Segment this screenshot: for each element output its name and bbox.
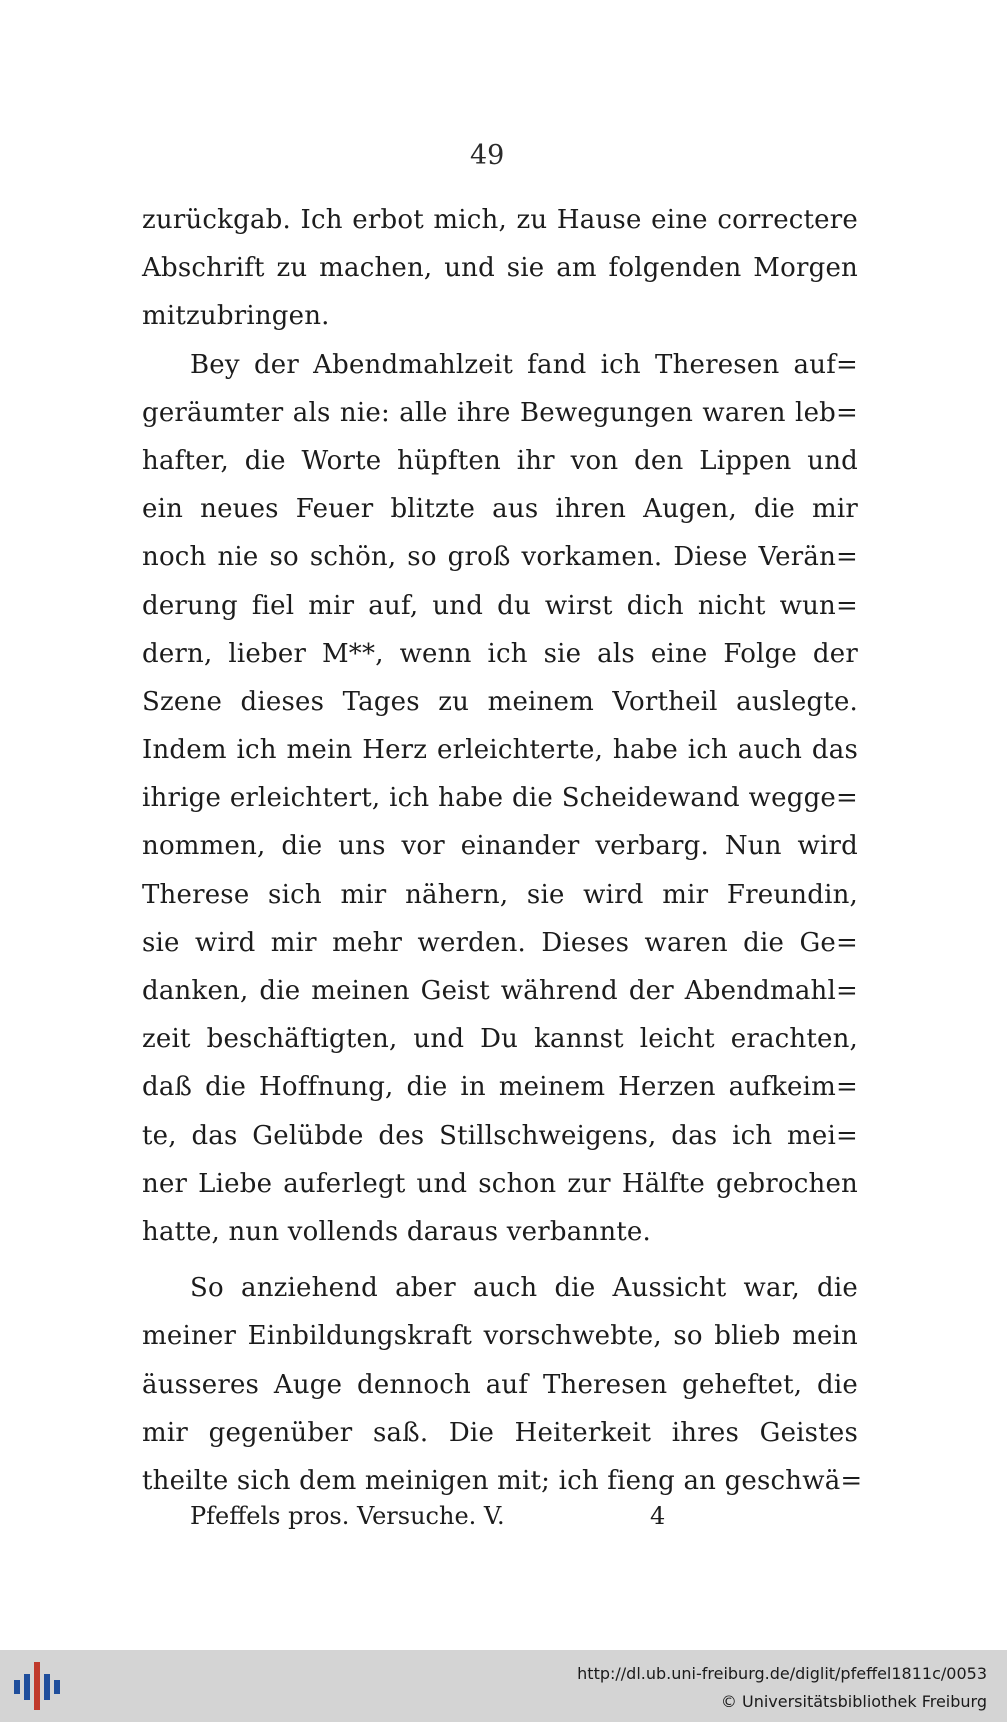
text-line: mir gegenüber saß. Die Heiterkeit ihres Geistes xyxy=(142,1417,858,1448)
text-line: daß die Hoffnung, die in meinem Herzen aufkeim= xyxy=(142,1072,858,1103)
text-line: hatte, nun vollends daraus verbannte. xyxy=(142,1216,651,1247)
ub-freiburg-logo-icon xyxy=(10,1660,62,1712)
metadata-bar xyxy=(0,1650,1007,1722)
text-line: zurückgab. Ich erbot mich, zu Hause eine correctere xyxy=(142,205,858,235)
text-line: derung fiel mir auf, und du wirst dich nicht wun= xyxy=(142,590,858,621)
page-number: 49 xyxy=(470,140,505,171)
text-line: hafter, die Worte hüpften ihr von den Lippen und xyxy=(142,445,858,476)
page-footer xyxy=(190,1502,670,1530)
text-line: mitzubringen. xyxy=(142,301,330,332)
text-line: nommen, die uns vor einander verbarg. Nun wird xyxy=(142,831,858,862)
text-line: ein neues Feuer blitzte aus ihren Augen, die mir xyxy=(142,494,858,525)
text-line: Indem ich mein Herz erleichterte, habe ich auch das xyxy=(142,735,858,766)
text-line: sie wird mir mehr werden. Dieses waren die Ge= xyxy=(142,927,858,958)
text-line: theilte sich dem meinigen mit; ich fieng an geschwä= xyxy=(142,1465,863,1496)
copyright-notice: © Universitätsbibliothek Freiburg xyxy=(720,1692,987,1711)
text-line: noch nie so schön, so groß vorkamen. Diese Verän= xyxy=(142,542,858,573)
text-line: Szene dieses Tages zu meinem Vortheil auslegte. xyxy=(142,686,858,717)
text-line: zeit beschäftigten, und Du kannst leicht erachten, xyxy=(142,1024,858,1055)
paragraph-spacer xyxy=(142,1256,858,1264)
source-url[interactable]: http://dl.ub.uni-freiburg.de/diglit/pfeffel1811c/0053 xyxy=(577,1664,987,1683)
text-line: ner Liebe auferlegt und schon zur Hälfte gebrochen xyxy=(142,1168,858,1199)
text-line: te, das Gelübde des Stillschweigens, das ich mei= xyxy=(142,1120,858,1151)
body-text xyxy=(142,196,863,1505)
text-line: Abschrift zu machen, und sie am folgenden Morgen xyxy=(142,253,858,284)
text-line: meiner Einbildungskraft vorschwebte, so blieb mein xyxy=(142,1321,858,1352)
text-line: dern, lieber M**, wenn ich sie als eine Folge der xyxy=(142,638,858,669)
text-line: äusseres Auge dennoch auf Theresen geheftet, die xyxy=(142,1369,858,1400)
text-line: Bey der Abendmahlzeit fand ich Theresen auf= xyxy=(190,349,858,380)
footer-title: Pfeffels pros. Versuche. V. xyxy=(190,1502,505,1530)
text-line: So anziehend aber auch die Aussicht war, die xyxy=(190,1273,858,1304)
text-line: ihrige erleichtert, ich habe die Scheidewand wegge= xyxy=(142,783,858,814)
text-line: Therese sich mir nähern, sie wird mir Freundin, xyxy=(142,879,858,910)
signature-mark: 4 xyxy=(650,1502,666,1530)
text-line: danken, die meinen Geist während der Abendmahl= xyxy=(142,976,858,1006)
text-line: geräumter als nie: alle ihre Bewegungen waren leb= xyxy=(142,397,858,428)
